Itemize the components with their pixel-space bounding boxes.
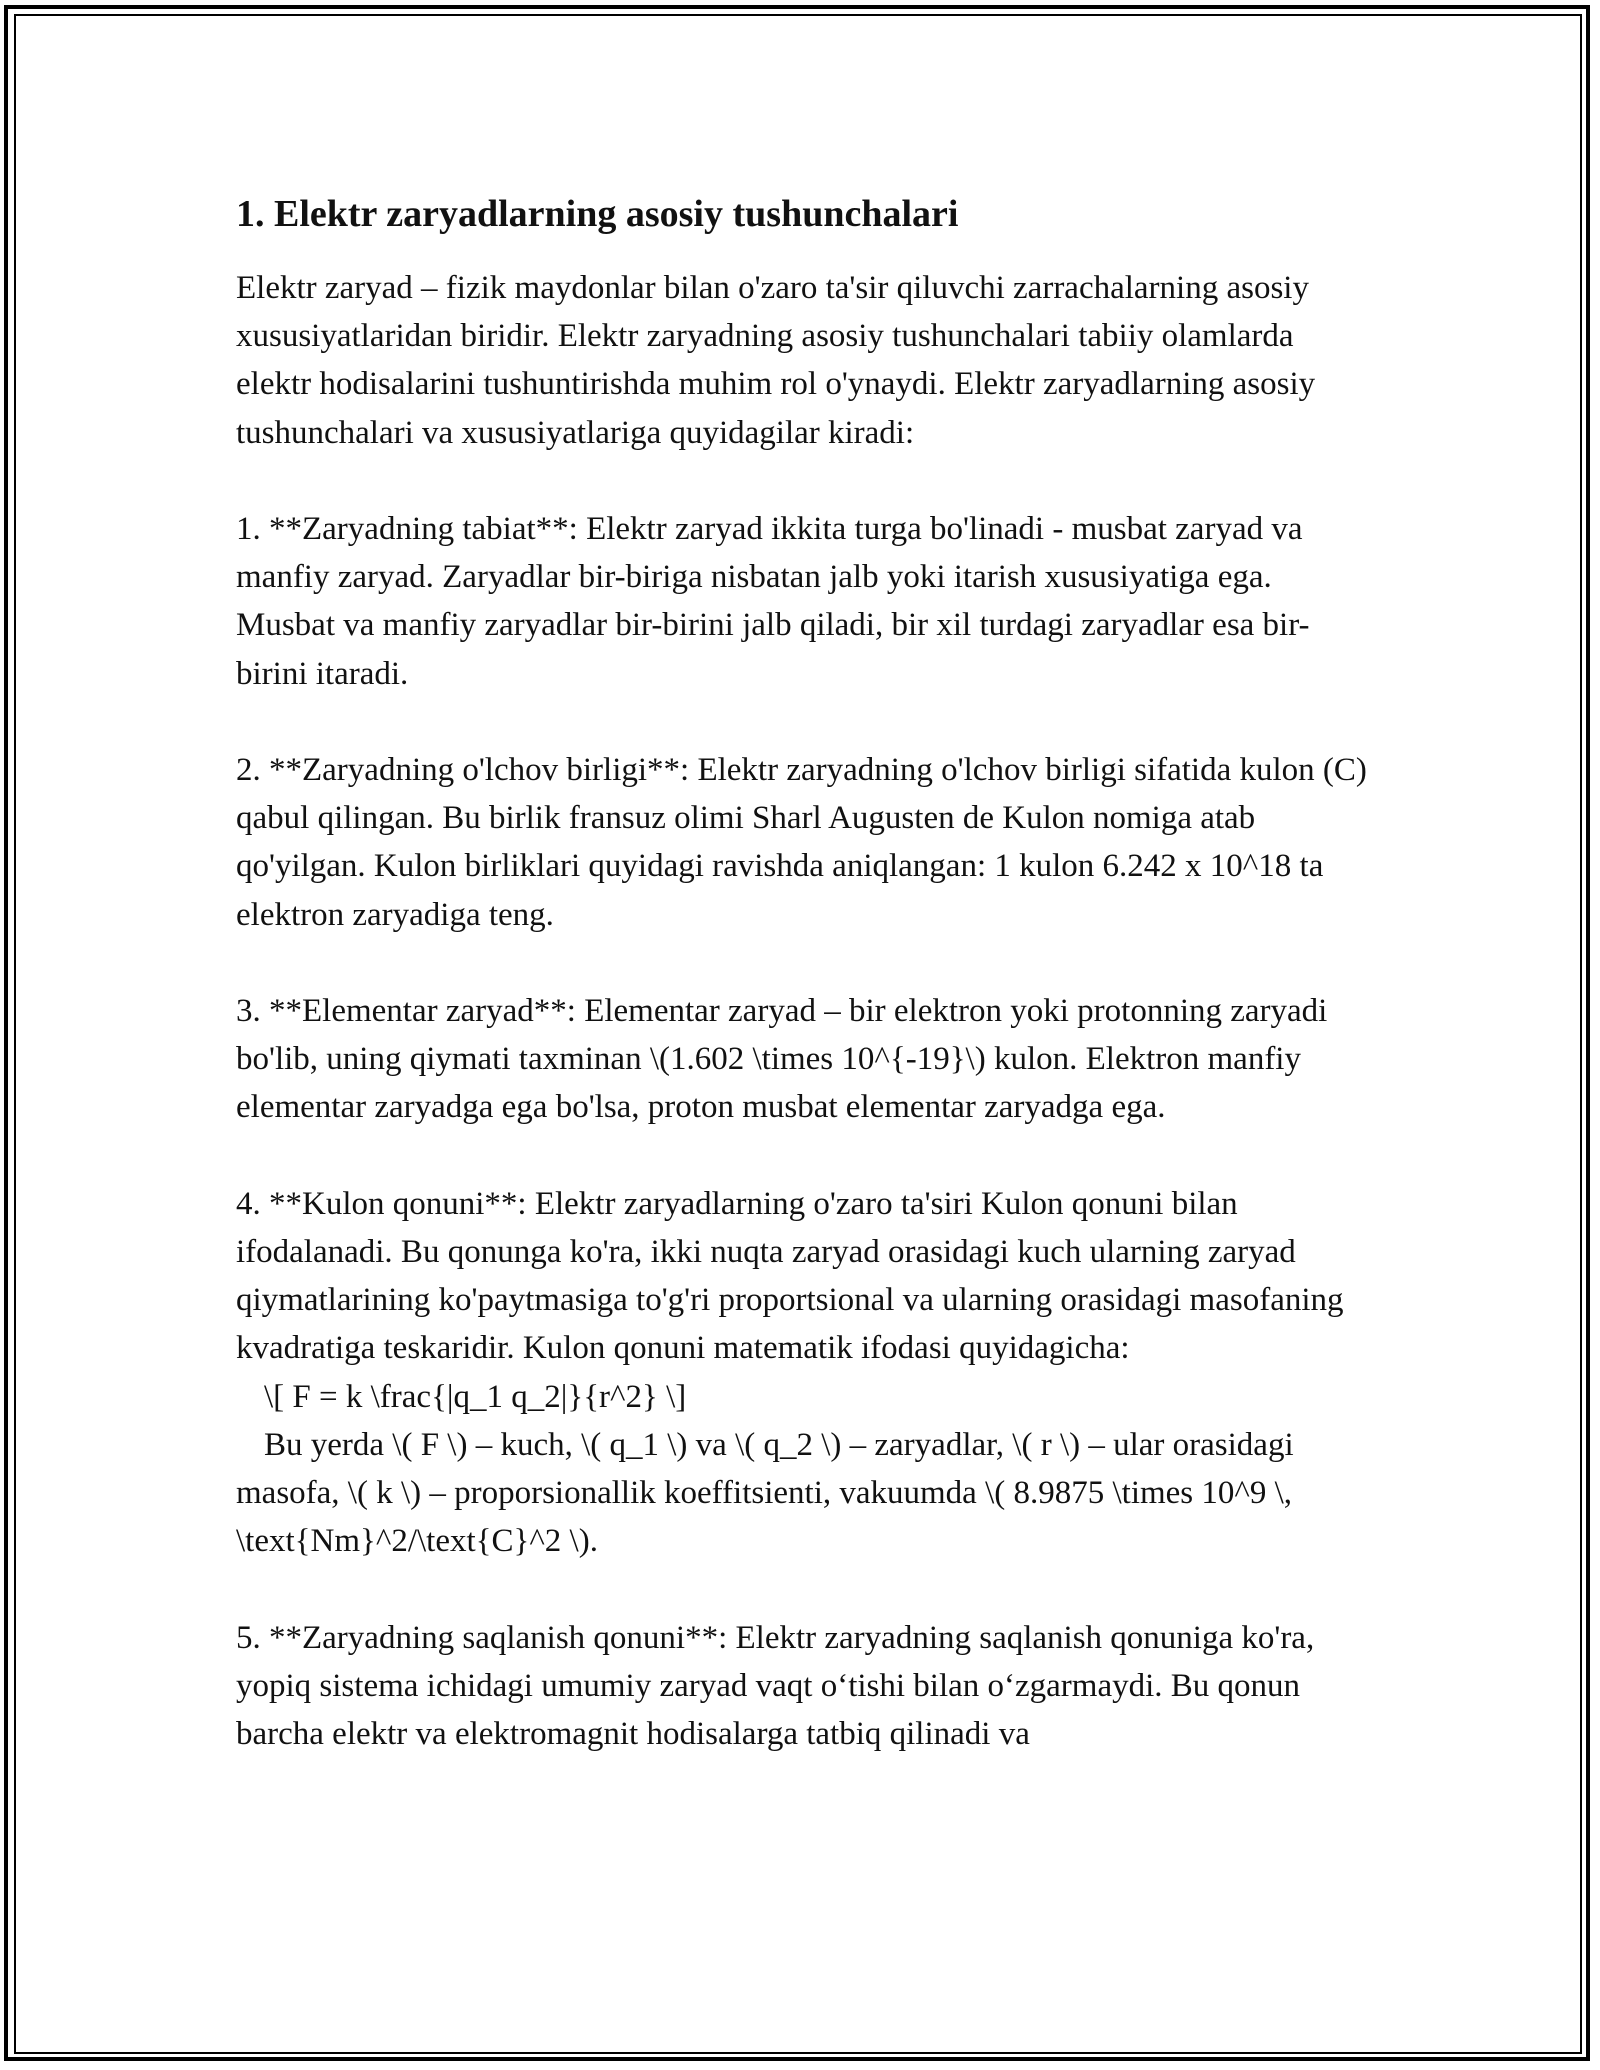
coulomb-explanation bbox=[236, 1421, 1376, 1566]
section-charge-unit: 2. **Zaryadning o'lchov birligi**: Elektr zaryadning o'lchov birligi sifatida kulon (C) qabul qilingan. Bu birlik fransuz olimi Sharl Augusten de Kulon nomiga atab qo'yilgan. Kulon birliklari quyidagi ravishda aniqlangan: 1 kulon 6.242 x 10^18 ta elektron zaryadiga teng. bbox=[236, 752, 1376, 933]
intro-paragraph: Elektr zaryad – fizik maydonlar bilan o'zaro ta'sir qiluvchi zarrachalarning asosiy xususiyatlaridan biridir. Elektr zaryadning asosiy tushunchalari tabiiy olamlarda elektr hodisalarini tushuntirishda muhim rol o'ynaydi. Elektr zaryadlarning asosiy tushunchalari va xususiyatlariga quyidagilar kiradi: bbox=[236, 270, 1324, 451]
section-coulomb-law: 4. **Kulon qonuni**: Elektr zaryadlarning o'zaro ta'siri Kulon qonuni bilan ifodalanadi. Bu qonunga ko'ra, ikki nuqta zaryad orasidagi kuch ularning zaryad qiymatlarining ko'paytmasiga to'g'ri proportsional va ularning orasidagi masofaning kvadratiga teskaridir. Kulon qonuni matematik ifodasi quyidagicha: bbox=[236, 1185, 1352, 1367]
coulomb-formula: \[ F = k \frac{|q_1 q_2|}{r^2} \] bbox=[264, 1378, 687, 1415]
paragraph-gap bbox=[236, 1132, 1376, 1180]
section-charge-nature: 1. **Zaryadning tabiat**: Elektr zaryad ikkita turga bo'linadi - musbat zaryad va manfiy zaryad. Zaryadlar bir-biriga nisbatan jalb yoki itarish xususiyatiga ega. Musbat va manfiy zaryadlar bir-birini jalb qiladi, bir xil turdagi zaryadlar esa bir-birini itaradi. bbox=[236, 511, 1311, 692]
paragraph-gap bbox=[236, 1565, 1376, 1613]
section-elementary-charge: 3. **Elementar zaryad**: Elementar zaryad – bir elektron yoki protonning zaryadi bo'lib, uning qiymati taxminan \(1.602 \times 10^{-19}\) kulon. Elektron manfiy elementar zaryadga ega bo'lsa, proton musbat elementar zaryadga ega. bbox=[236, 993, 1336, 1126]
document-body bbox=[236, 186, 1376, 1758]
document-title: 1. Elektr zaryadlarning asosiy tushunchalari bbox=[236, 193, 959, 235]
paragraph-gap bbox=[236, 939, 1376, 987]
paragraph-gap bbox=[236, 698, 1376, 746]
coulomb-explanation-text: Bu yerda \( F \) – kuch, \( q_1 \) va \( q_2 \) – zaryadlar, \( r \) – ular orasidagi masofa, \( k \) – proporsionallik koeffitsienti, vakuumda \( 8.9875 \times 10^9 \, \text{Nm}^2/\text{C}^2 \). bbox=[236, 1426, 1302, 1560]
section-charge-conservation: 5. **Zaryadning saqlanish qonuni**: Elektr zaryadning saqlanish qonuniga ko'ra, yopiq sistema ichidagi umumiy zaryad vaqt o‘tishi bilan o‘zgarmaydi. Bu qonun barcha elektr va elektromagnit hodisalarga tatbiq qilinadi va bbox=[236, 1619, 1323, 1753]
paragraph-gap bbox=[236, 457, 1376, 505]
